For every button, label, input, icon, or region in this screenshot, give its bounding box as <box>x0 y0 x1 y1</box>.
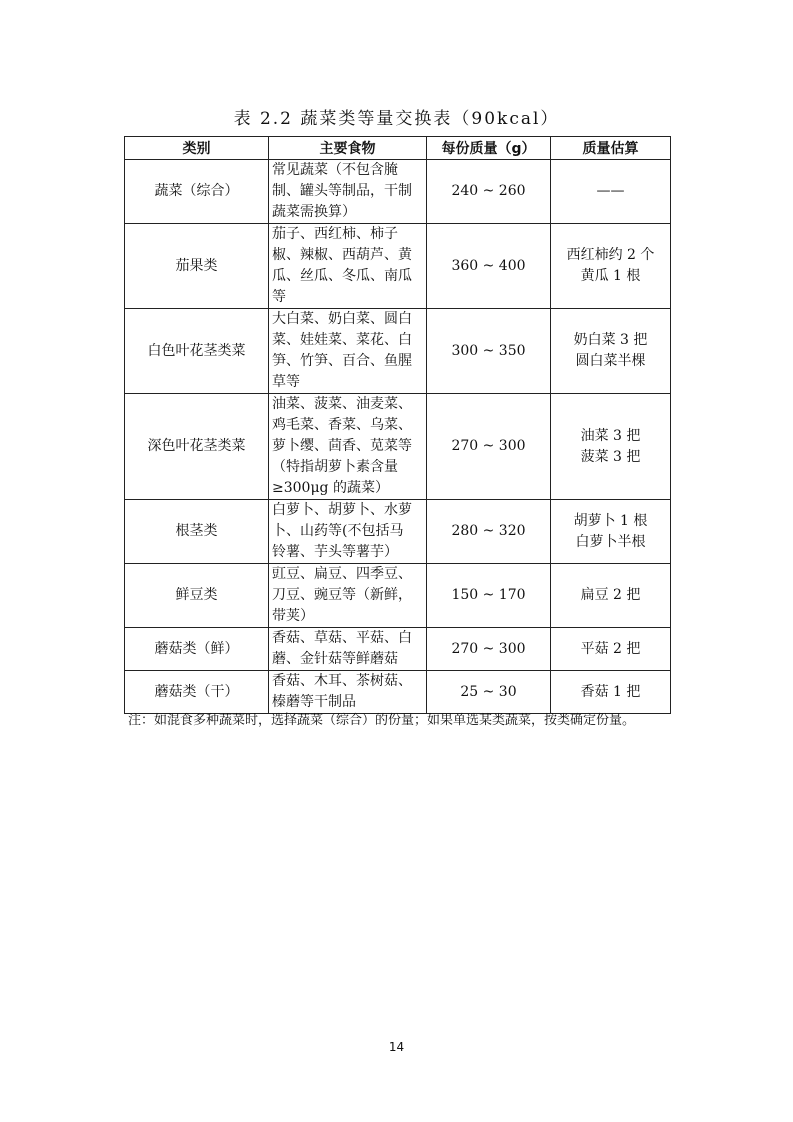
table-row <box>125 309 671 394</box>
cell-category: 茄果类 <box>125 224 269 309</box>
table-note: 注：如混食多种蔬菜时，选择蔬菜（综合）的份量；如果单选某类蔬菜，按类确定份量。 <box>128 713 636 728</box>
table-row <box>125 671 671 714</box>
header-foods: 主要食物 <box>269 137 427 160</box>
cell-estimate: 油菜 3 把 菠菜 3 把 <box>551 394 671 500</box>
cell-estimate: 胡萝卜 1 根 白萝卜半根 <box>551 500 671 564</box>
header-weight: 每份质量（g） <box>427 137 551 160</box>
page-number: 14 <box>388 1040 405 1054</box>
cell-foods: 油菜、菠菜、油麦菜、 鸡毛菜、香菜、乌菜、 萝卜缨、茴香、苋菜等 （特指胡萝卜素含量 ≥300μg 的蔬菜） <box>269 394 427 500</box>
cell-estimate: 西红柿约 2 个 黄瓜 1 根 <box>551 224 671 309</box>
cell-estimate: 平菇 2 把 <box>551 628 671 671</box>
table-row <box>125 224 671 309</box>
cell-weight: 280 ~ 320 <box>427 500 551 564</box>
cell-weight: 300 ~ 350 <box>427 309 551 394</box>
table-row <box>125 500 671 564</box>
cell-category: 蘑菇类（鲜） <box>125 628 269 671</box>
cell-foods: 白萝卜、胡萝卜、水萝 卜、山药等(不包括马 铃薯、芋头等薯芋） <box>269 500 427 564</box>
table-row <box>125 160 671 224</box>
cell-weight: 360 ~ 400 <box>427 224 551 309</box>
table-header-row <box>125 137 671 160</box>
cell-foods: 香菇、木耳、茶树菇、 榛蘑等干制品 <box>269 671 427 714</box>
vegetable-exchange-table <box>124 136 671 714</box>
cell-estimate: 扁豆 2 把 <box>551 564 671 628</box>
cell-category: 深色叶花茎类菜 <box>125 394 269 500</box>
cell-foods: 大白菜、奶白菜、圆白 菜、娃娃菜、菜花、白 笋、竹笋、百合、鱼腥 草等 <box>269 309 427 394</box>
cell-category: 鲜豆类 <box>125 564 269 628</box>
table-row <box>125 628 671 671</box>
table-row <box>125 564 671 628</box>
cell-estimate: 奶白菜 3 把 圆白菜半棵 <box>551 309 671 394</box>
header-category: 类别 <box>125 137 269 160</box>
cell-foods: 常见蔬菜（不包含腌 制、罐头等制品，干制 蔬菜需换算） <box>269 160 427 224</box>
cell-foods: 豇豆、扁豆、四季豆、 刀豆、豌豆等（新鲜， 带荚） <box>269 564 427 628</box>
cell-weight: 25 ~ 30 <box>427 671 551 714</box>
cell-weight: 240 ~ 260 <box>427 160 551 224</box>
cell-category: 蔬菜（综合） <box>125 160 269 224</box>
cell-estimate: —— <box>551 160 671 224</box>
table-row <box>125 394 671 500</box>
cell-category: 根茎类 <box>125 500 269 564</box>
header-estimate: 质量估算 <box>551 137 671 160</box>
cell-category: 蘑菇类（干） <box>125 671 269 714</box>
table-title: 表 2.2 蔬菜类等量交换表（90kcal） <box>233 109 560 129</box>
cell-category: 白色叶花茎类菜 <box>125 309 269 394</box>
cell-weight: 270 ~ 300 <box>427 628 551 671</box>
cell-foods: 香菇、草菇、平菇、白 蘑、金针菇等鲜蘑菇 <box>269 628 427 671</box>
cell-weight: 270 ~ 300 <box>427 394 551 500</box>
cell-weight: 150 ~ 170 <box>427 564 551 628</box>
cell-foods: 茄子、西红柿、柿子 椒、辣椒、西葫芦、黄 瓜、丝瓜、冬瓜、南瓜 等 <box>269 224 427 309</box>
cell-estimate: 香菇 1 把 <box>551 671 671 714</box>
